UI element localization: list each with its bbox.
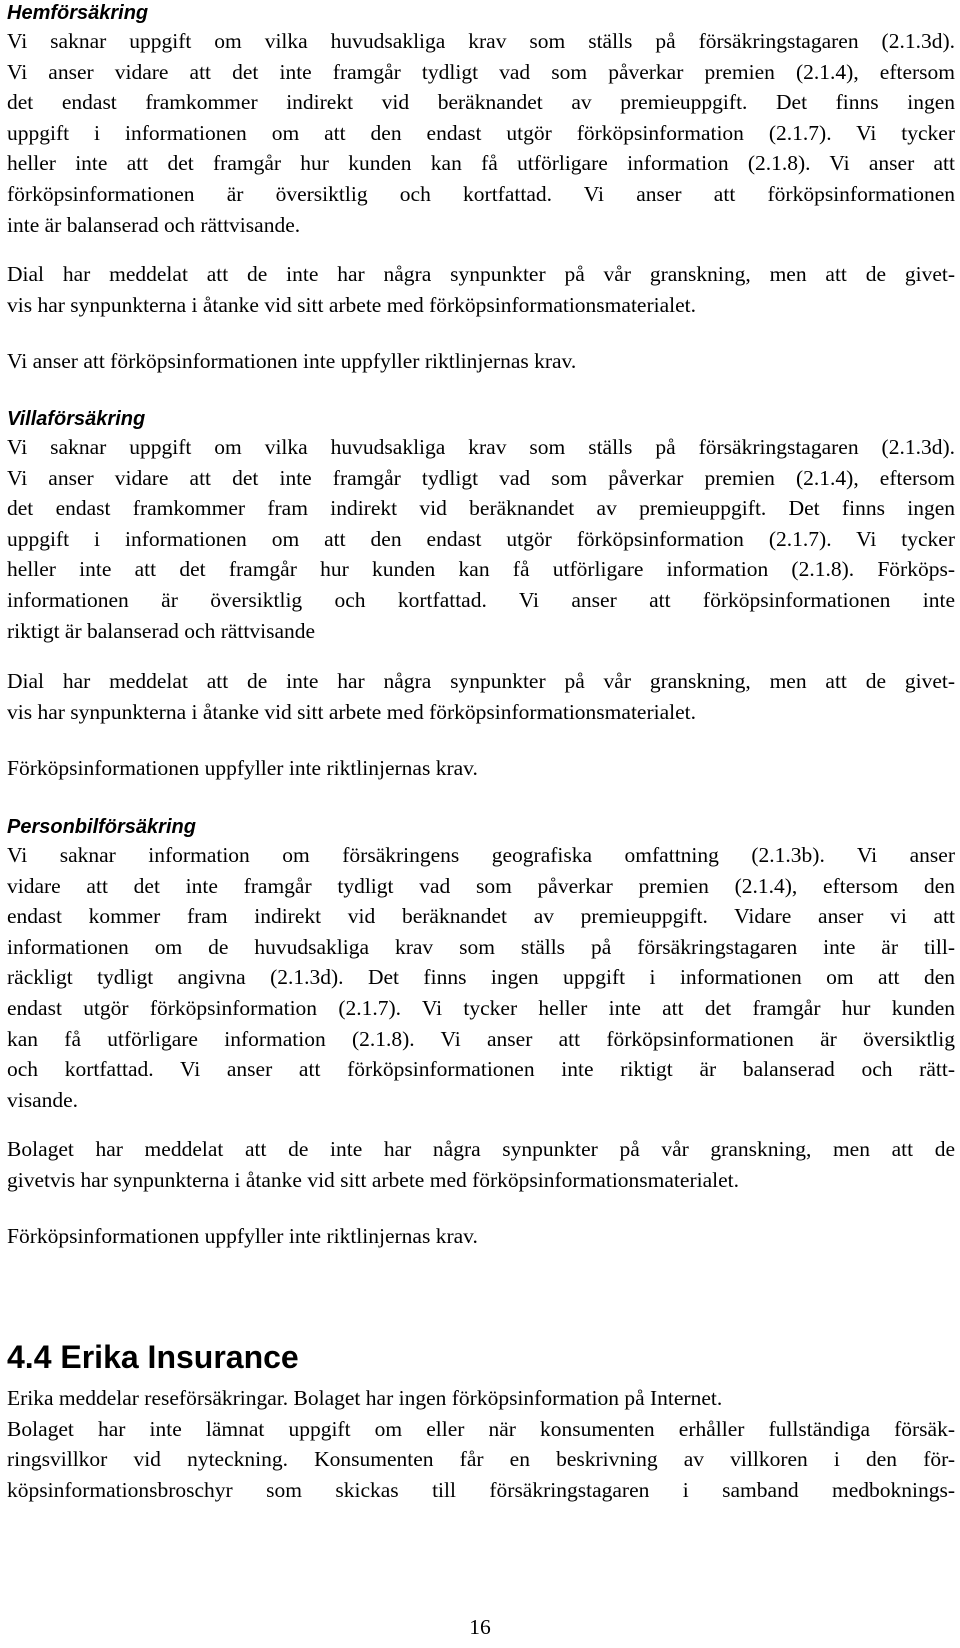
paragraph	[7, 666, 955, 727]
paragraph	[7, 432, 955, 646]
paragraph	[7, 753, 955, 784]
section-heading: Villaförsäkring	[7, 408, 146, 430]
chapter-heading: 4.4 Erika Insurance	[7, 1339, 299, 1375]
text-line: givetvis har synpunkterna i åtanke vid sitt arbete med förköpsinformationsmaterialet.	[7, 1167, 739, 1192]
text-line: förköpsinformationen är översiktlig och kortfattad. Vi anser att förköpsinformationen	[7, 181, 955, 206]
section-heading: Hemförsäkring	[7, 2, 149, 24]
text-line: endast utgör förköpsinformation (2.1.7). Vi tycker heller inte att det framgår hur kunden	[7, 995, 955, 1020]
text-line: köpsinformationsbroschyr som skickas till försäkringstagaren i samband medboknings-	[7, 1477, 955, 1502]
text-line: vis har synpunkterna i åtanke vid sitt arbete med förköpsinformationsmaterialet.	[7, 699, 696, 724]
text-line: Vi anser vidare att det inte framgår tydligt vad som påverkar premien (2.1.4), eftersom	[7, 59, 955, 84]
section-villaforsakring	[7, 406, 955, 646]
text-line: uppgift i informationen om att den endast utgör förköpsinformation (2.1.7). Vi tycker	[7, 526, 955, 551]
section-hemforsakring	[7, 0, 955, 240]
text-line: informationen om de huvudsakliga krav som ställs på försäkringstagaren inte är till-	[7, 934, 955, 959]
text-line: Vi saknar information om försäkringens geografiska omfattning (2.1.3b). Vi anser	[7, 843, 955, 867]
text-line: Vi saknar uppgift om vilka huvudsakliga krav som ställs på försäkringstagaren (2.1.3d).	[7, 29, 955, 53]
text-line: Vi saknar uppgift om vilka huvudsakliga krav som ställs på försäkringstagaren (2.1.3d).	[7, 435, 955, 459]
page-number: 16	[469, 1615, 491, 1639]
text-line: Bolaget har inte lämnat uppgift om eller när konsumenten erhåller fullständiga försäk-	[7, 1416, 955, 1441]
section-personbilforsakring	[7, 814, 955, 1115]
paragraph	[7, 1383, 955, 1505]
text-line: vidare att det inte framgår tydligt vad som påverkar premien (2.1.4), eftersom den	[7, 873, 955, 898]
text-line: vis har synpunkterna i åtanke vid sitt arbete med förköpsinformationsmaterialet.	[7, 292, 696, 317]
text-line: Dial har meddelat att de inte har några synpunkter på vår granskning, men att de givet-	[7, 669, 955, 693]
text-line: det endast framkommer fram indirekt vid beräknandet av premieuppgift. Det finns ingen	[7, 496, 955, 521]
text-line: ringsvillkor vid nyteckning. Konsumenten får en beskrivning av villkoren i den för-	[7, 1447, 955, 1472]
section-heading: Personbilförsäkring	[7, 816, 196, 838]
text-line: Vi anser att förköpsinformationen inte uppfyller riktlinjernas krav.	[7, 349, 577, 373]
paragraph	[7, 840, 955, 1115]
text-line: Bolaget har meddelat att de inte har några synpunkter på vår granskning, men att de	[7, 1137, 955, 1161]
text-line: riktigt är balanserad och rättvisande	[7, 618, 316, 643]
text-line: kan få utförligare information (2.1.8). Vi anser att förköpsinformationen är översiktlig	[7, 1026, 955, 1051]
text-line: och kortfattad. Vi anser att förköpsinformationen inte riktigt är balanserad och rätt-	[7, 1057, 955, 1082]
text-line: det endast framkommer indirekt vid beräknandet av premieuppgift. Det finns ingen	[7, 90, 955, 115]
paragraph	[7, 26, 955, 240]
text-line: Dial har meddelat att de inte har några synpunkter på vår granskning, men att de givet-	[7, 262, 955, 286]
text-line: Förköpsinformationen uppfyller inte riktlinjernas krav.	[7, 1224, 478, 1248]
paragraph	[7, 346, 955, 377]
text-line: visande.	[7, 1087, 79, 1112]
text-line: heller inte att det framgår hur kunden kan få utförligare information (2.1.8). Förköps-	[7, 557, 955, 582]
text-line: Förköpsinformationen uppfyller inte riktlinjernas krav.	[7, 756, 478, 780]
text-line: heller inte att det framgår hur kunden kan få utförligare information (2.1.8). Vi anser att	[7, 151, 955, 176]
paragraph	[7, 1221, 955, 1252]
text-line: uppgift i informationen om att den endast utgör förköpsinformation (2.1.7). Vi tycker	[7, 120, 955, 145]
text-line: inte är balanserad och rättvisande.	[7, 212, 301, 237]
text-line: Vi anser vidare att det inte framgår tydligt vad som påverkar premien (2.1.4), eftersom	[7, 465, 955, 490]
text-line: Erika meddelar reseförsäkringar. Bolaget har ingen förköpsinformation på Internet.	[7, 1386, 723, 1410]
paragraph	[7, 259, 955, 320]
text-line: informationen är översiktlig och kortfattad. Vi anser att förköpsinformationen inte	[7, 587, 955, 612]
section-erika-insurance	[7, 1337, 955, 1505]
text-line: endast kommer fram indirekt vid beräknandet av premieuppgift. Vidare anser vi att	[7, 904, 955, 929]
text-line: räckligt tydligt angivna (2.1.3d). Det finns ingen uppgift i informationen om att den	[7, 965, 955, 990]
paragraph	[7, 1134, 955, 1195]
